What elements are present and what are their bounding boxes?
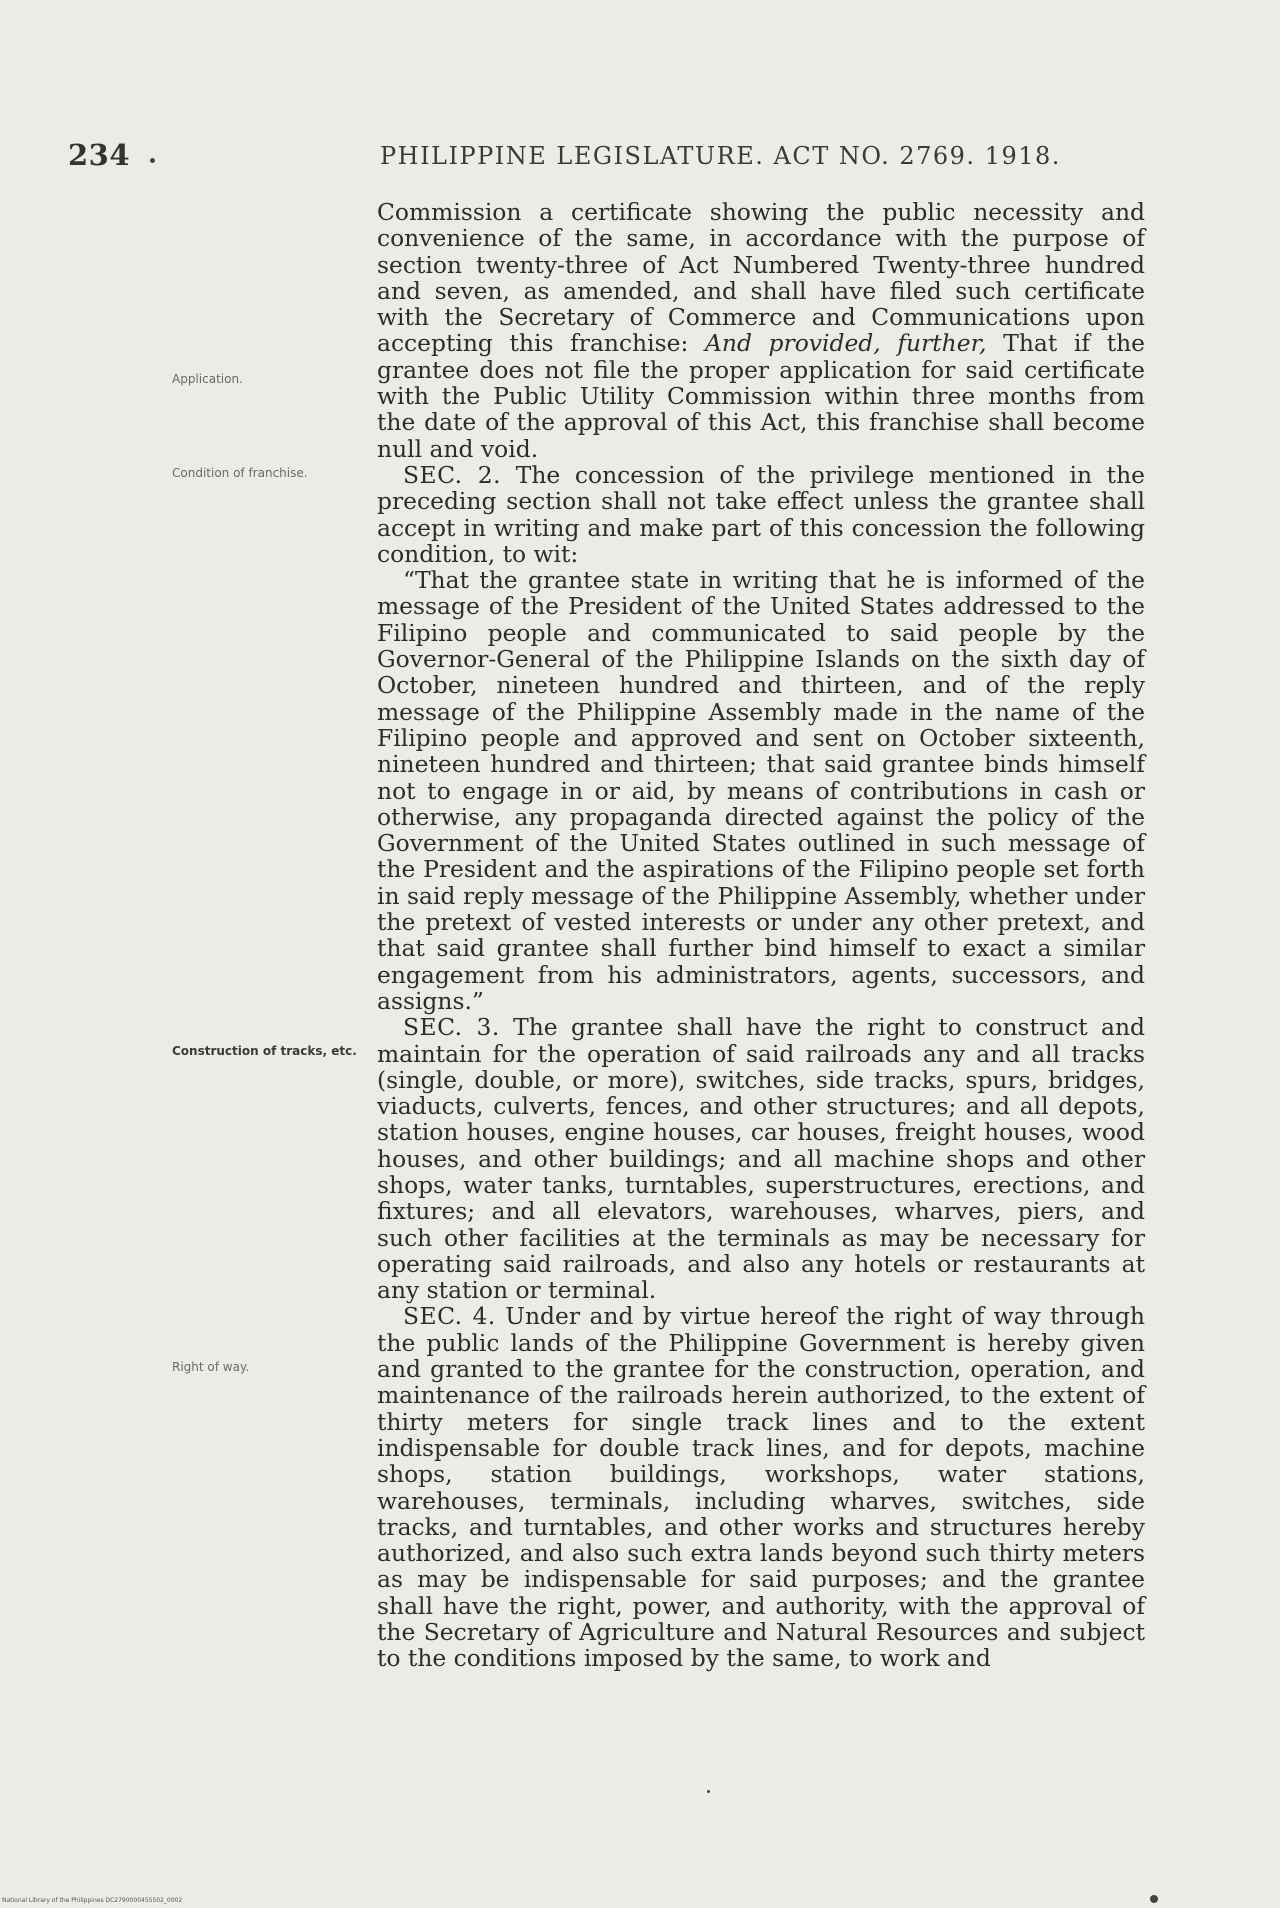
- body-text: [377, 199, 1145, 1672]
- footer-label: National Library of the Philippines DC2790000455502_0002: [2, 1897, 183, 1904]
- margin-note-construction: Construction of tracks, etc.: [172, 1044, 357, 1058]
- section-3: SEC. 3. The grantee shall have the right to construct and maintain for the operation of said railroads any and all tracks (single, double, or more), switches, side tracks, spurs, bridges, viaducts, culverts, fences, and other structures; and all depots, station houses, engine houses, car houses, freight houses, wood houses, and other buildings; and all machine shops and other shops, water tanks, turntables, superstructures, erections, and fixtures; and all elevators, warehouses, wharves, piers, and such other facilities at the terminals as may be necessary for operating said railroads, and also any hotels or restaurants at any station or terminal.: [377, 1013, 1145, 1305]
- scan-speck: [150, 158, 155, 163]
- italic-phrase: And provided, further,: [704, 329, 987, 358]
- section-4: SEC. 4. Under and by virtue hereof the right of way through the public lands of the Philippine Government is hereby given and granted to the grantee for the construction, operation, and maintenance of the railroads herein authorized, to the extent of thirty meters for single track lines and to the extent indispensable for double track lines, and for depots, machine shops, station buildings, workshops, water stations, warehouses, terminals, including wharves, switches, side tracks, and turntables, and other works and structures hereby authorized, and also such extra lands beyond such thirty meters as may be indispensable for said purposes; and the grantee shall have the right, power, and authority, with the approval of the Secretary of Agriculture and Natural Resources and subject to the conditions imposed by the same, to work and: [377, 1302, 1145, 1673]
- section-3-label: SEC. 3.: [403, 1013, 500, 1042]
- quoted-condition: “That the grantee state in writing that he is informed of the message of the President of the United States addressed to the Filipino people and communicated to said people by the Governor-General of the Philippine Islands on the sixth day of October, nineteen hundred and thirteen, and of the reply message of the Philippine Assembly made in the name of the Filipino people and approved and sent on October sixteenth, nineteen hundred and thirteen; that said grantee binds himself not to engage in or aid, by means of contributions in cash or otherwise, any propaganda directed against the policy of the Government of the United States outlined in such message of the President and the aspirations of the Filipino people set forth in said reply message of the Philippine Assembly, whether under the pretext of vested interests or under any other pretext, and that said grantee shall further bind himself to exact a similar engagement from his administrators, agents, successors, and assigns.”: [377, 566, 1145, 1015]
- scan-speck: [707, 1790, 710, 1793]
- paragraph-continuation: Commission a certificate showing the public necessity and convenience of the same, in accordance with the purpose of section twenty-three of Act Numbered Twenty-three hundred and seven, as amended, and shall have filed such certificate with the Secretary of Commerce and Communications upon accepting this franchise: And provided, further, That if the grantee does not file the proper application for said certificate with the Public Utility Commission within three months from the date of the approval of this Act, this franchise shall become null and void.: [377, 198, 1146, 463]
- page-number: 234: [68, 138, 131, 172]
- section-2: SEC. 2. The concession of the privilege mentioned in the preceding section shall not take effect unless the grantee shall accept in writing and make part of this concession the following condition, to wit:: [377, 460, 1145, 568]
- margin-note-condition: Condition of franchise.: [172, 466, 308, 480]
- section-4-label: SEC. 4.: [403, 1302, 496, 1331]
- scan-speck: [1150, 1895, 1158, 1903]
- margin-note-right-of-way: Right of way.: [172, 1360, 250, 1374]
- section-2-label: SEC. 2.: [403, 460, 502, 489]
- running-head: PHILIPPINE LEGISLATURE. ACT NO. 2769. 1918.: [380, 142, 1061, 170]
- margin-note-application: Application.: [172, 372, 243, 386]
